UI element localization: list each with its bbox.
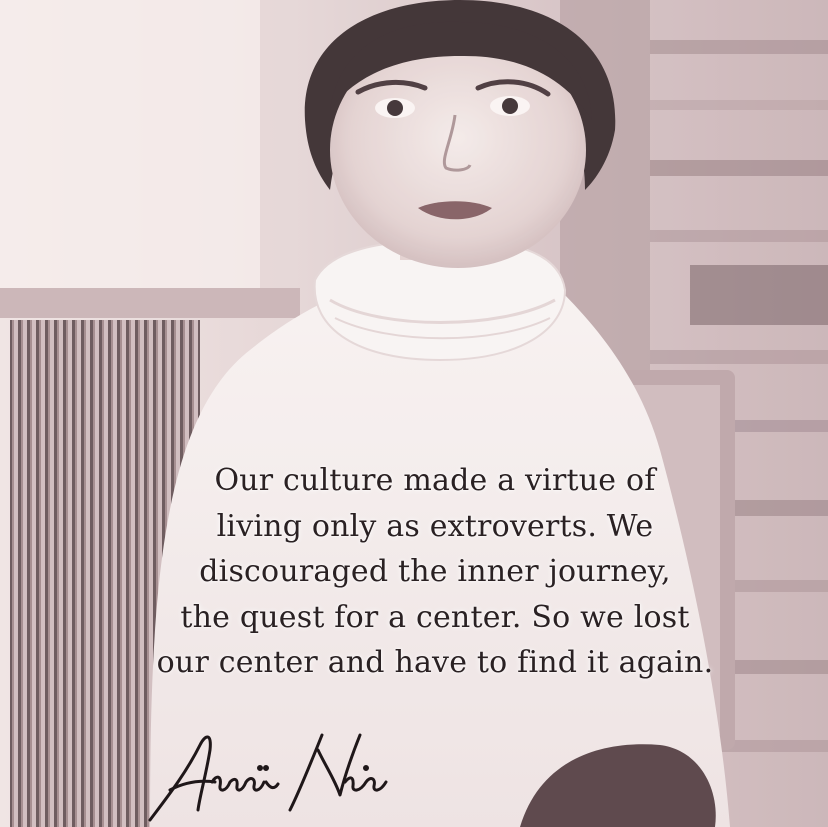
quote-text <box>100 458 770 686</box>
signature <box>140 720 390 827</box>
quote-line: Our culture made a virtue of <box>214 463 656 498</box>
quote-line: discouraged the inner journey, <box>199 554 671 589</box>
quote-line: the quest for a center. So we lost <box>180 599 690 635</box>
quote-line: our center and have to find it again. <box>156 645 714 680</box>
quote-line: living only as extroverts. We <box>216 508 654 544</box>
